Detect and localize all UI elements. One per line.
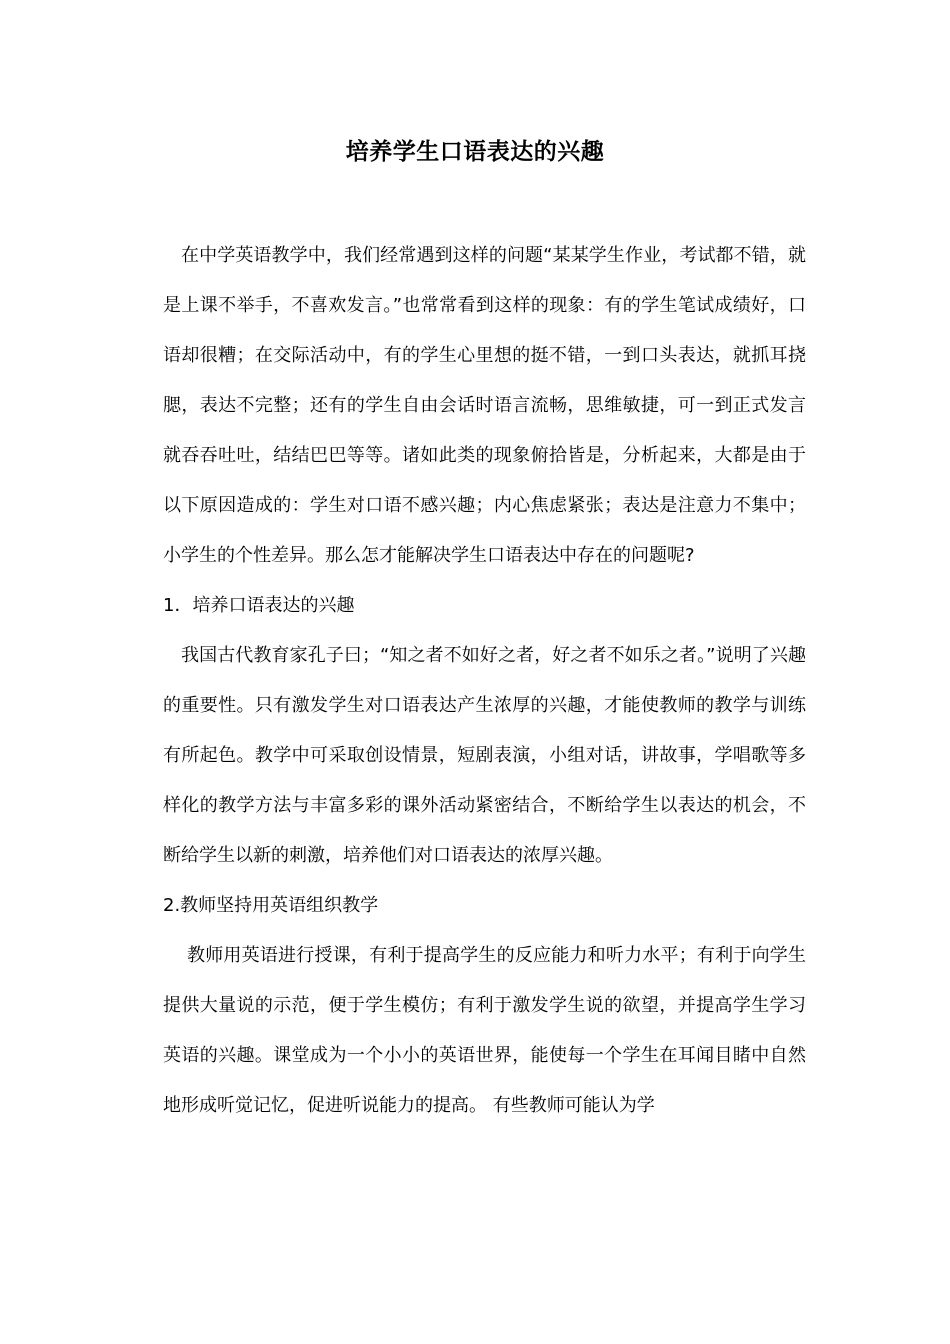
section-2-heading: 2.教师坚持用英语组织教学 (163, 895, 379, 916)
section-2-paragraph: 教师用英语进行授课，有利于提高学生的反应能力和听力水平；有利于向学生提供大量说的示范，便于学生模仿；有利于激发学生说的欲望，并提高学生学习英语的兴趣。课堂成为一个小小的英语世界，能使每一个学生在耳闻目睹中自然地形成听觉记忆，促进听说能力的提高。 有些教师可能认为学 (163, 945, 806, 1116)
document-title: 培养学生口语表达的兴趣 (345, 139, 605, 165)
document-body (163, 231, 806, 1131)
section-1-heading: 1．培养口语表达的兴趣 (163, 595, 355, 616)
section-1-paragraph: 我国古代教育家孔子曰；“知之者不如好之者，好之者不如乐之者。”说明了兴趣的重要性。只有激发学生对口语表达产生浓厚的兴趣，才能使教师的教学与训练有所起色。教学中可采取创设情景，短剧表演，小组对话，讲故事，学唱歌等多样化的教学方法与丰富多彩的课外活动紧密结合，不断给学生以表达的机会，不断给学生以新的刺激，培养他们对口语表达的浓厚兴趣。 (163, 645, 806, 866)
intro-paragraph: 在中学英语教学中，我们经常遇到这样的问题“某某学生作业，考试都不错，就是上课不举手，不喜欢发言。”也常常看到这样的现象：有的学生笔试成绩好，口语却很糟；在交际活动中，有的学生心里想的挺不错，一到口头表达，就抓耳挠腮，表达不完整；还有的学生自由会话时语言流畅，思维敏捷，可一到正式发言就吞吞吐吐，结结巴巴等等。诸如此类的现象俯拾皆是，分析起来，大都是由于以下原因造成的：学生对口语不感兴趣；内心焦虑紧张；表达是注意力不集中；小学生的个性差异。那么怎才能解决学生口语表达中存在的问题呢? (163, 245, 806, 566)
